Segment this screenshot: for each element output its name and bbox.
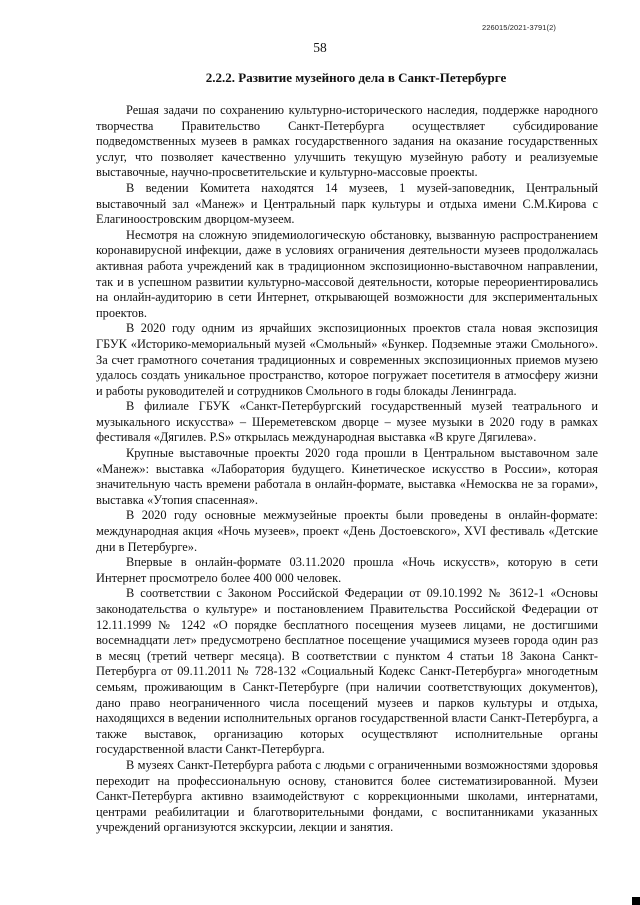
paragraph-subsidies: Решая задачи по сохранению культурно-исторического наследия, поддержке народного творчества Правительство Санкт-Петербурга осуществляет субсидирование подведомственных музеев в рамках государственного задания на оказание государственных услуг, что позволяет качественно улучшить текущую музейную работу и реализуемые выставочные, научно-просветительские и культурно-массовые проекты. [96,103,598,180]
paragraph-disabilities: В музеях Санкт-Петербурга работа с людьми с ограниченными возможностями здоровья переходит на профессиональную основу, становится более систематизированной. Музеи Санкт-Петербурга активно взаимодействуют с коррекционными школами, интернатами, центрами реабилитации и благотворительными фондами, с воспитанниками указанных учреждений организуются экскурсии, лекции и занятия. [96,757,598,835]
document-id: 226015/2021-3791(2) [481,23,556,32]
body-text [96,103,598,836]
paragraph-smolny-bunker: В 2020 году одним из ярчайших экспозиционных проектов стала новая экспозиция ГБУК «Историко-мемориальный музей «Смольный» «Бункер. Подземные этажи Смольного». За счет грамотного сочетания традиционных и современных экспозиционных приемов музею удалось создать уникальное пространство, которое погружает посетителя в атмосферу жизни и работы руководителей и сотрудников Смольного в годы блокады Ленинграда. [96,321,598,398]
paragraph-night-of-arts: Впервые в онлайн-формате 03.11.2020 прошла «Ночь искусств», которую в сети Интернет просмотрело более 400 000 человек. [96,555,598,585]
paragraph-free-visits: В соответствии с Законом Российской Федерации от 09.10.1992 № 3612-1 «Основы законодательства о культуре» и постановлением Правительства Российской Федерации от 12.11.1999 № 1242 «О порядке бесплатного посещения музеев лицами, не достигшими восемнадцати лет» предусмотрено бесплатное посещение учащимися музеев города один раз в месяц (третий четверг месяца). В соответствии с пунктом 4 статьи 18 Закона Санкт-Петербурга от 09.11.2011 № 728-132 «Социальный Кодекс Санкт-Петербурга» многодетным семьям, проживающим в Санкт-Петербурге (при наличии соответствующих документов), дано право неограниченного числа посещений музеев и парков культуры и отдыха, находящихся в ведении исполнительных органов государственной власти Санкт-Петербурга, а также выставок, организацию которых осуществляют исполнительные органы государственной власти Санкт-Петербурга. [96,586,598,757]
paragraph-diaghilev: В филиале ГБУК «Санкт-Петербургский государственный музей театрального и музыкального искусства» – Шереметевском дворце – музее музыки в 2020 году в рамках фестиваля «Дягилев. P.S» открылась международная выставка «В круге Дягилева». [96,399,598,445]
paragraph-museum-count: В ведении Комитета находятся 14 музеев, 1 музей-заповедник, Центральный выставочный зал «Манеж» и Центральный парк культуры и отдыха имени С.М.Кирова с Елагиноостровским дворцом-музеем. [96,180,598,227]
paragraph-manege: Крупные выставочные проекты 2020 года прошли в Центральном выставочном зале «Манеж»: выставка «Лаборатория будущего. Кинетическое искусство в России», которая значительную часть времени работала в онлайн-формате, выставка «Немосква не за горами», выставка «Утопия спасенная». [96,446,598,507]
section-title: 2.2.2. Развитие музейного дела в Санкт-Петербурге [205,70,507,85]
scan-corner-mark [632,897,640,905]
page-number: 58 [313,40,327,55]
paragraph-online-projects: В 2020 году основные межмузейные проекты были проведены в онлайн-формате: международная акция «Ночь музеев», проект «День Достоевского», XVI фестиваль «Детские дни в Петербурге». [96,508,598,554]
paragraph-pandemic: Несмотря на сложную эпидемиологическую обстановку, вызванную распространением коронавирусной инфекции, даже в условиях ограничения деятельности музеев продолжалась активная работа учреждений как в традиционном экспозиционно-выставочном направлении, так и в успешном развитии культурно-массовой деятельности, которые переориентировались на онлайн-аудиторию в сети Интернет, открывающей возможности для экспериментальных проектов. [96,227,598,320]
